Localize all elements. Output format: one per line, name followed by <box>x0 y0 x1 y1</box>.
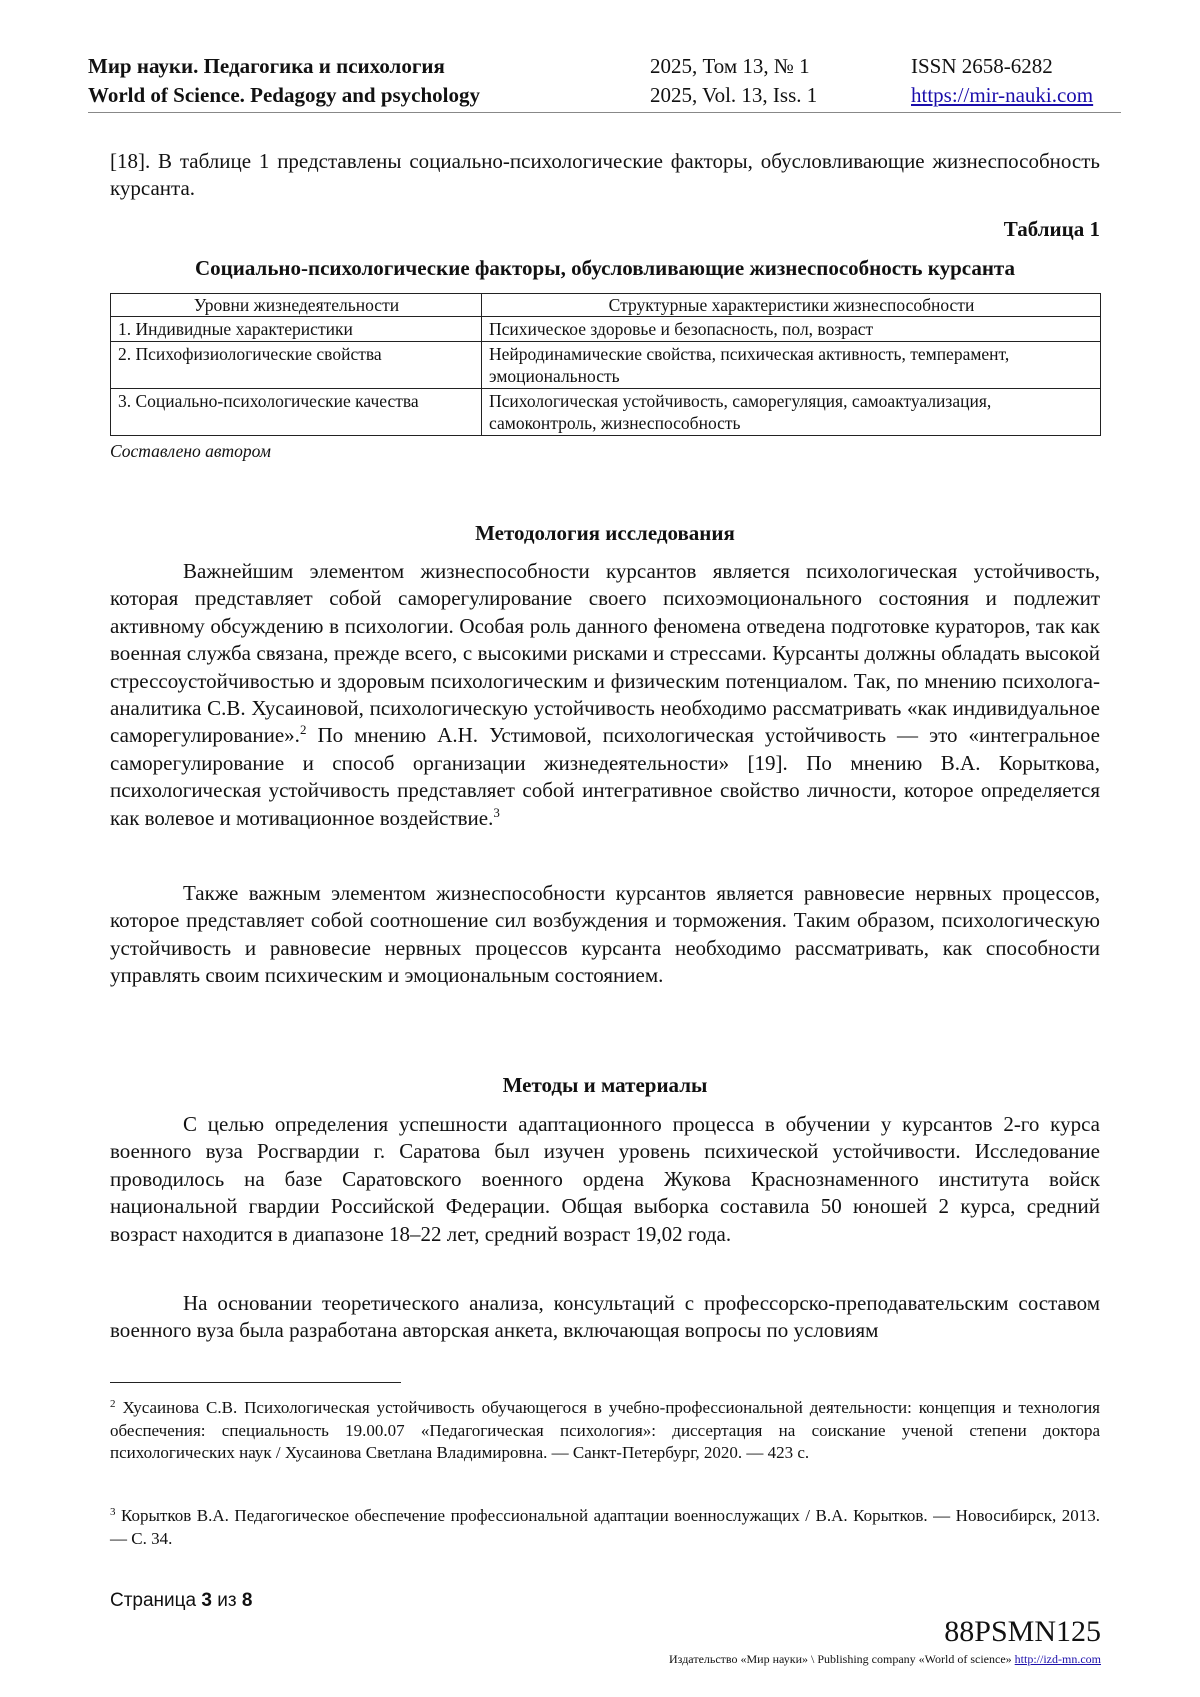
issue-ru: 2025, Том 13, № 1 <box>650 54 810 78</box>
factors-table <box>110 293 1101 436</box>
table-note: Составлено автором <box>110 441 271 461</box>
footnote-text: Хусаинова С.В. Психологическая устойчивость обучающегося в учебно-профессиональной деятельности: концепция и технология обеспечения: специальность 19.00.07 «Педагогическая психология»: диссертация на соискание ученой степени доктора психологических наук / Хусаинова Светлана Владимировна. — Санкт-Петербург, 2020. — 423 с. <box>110 1398 1100 1463</box>
footnote-ref[interactable]: 3 <box>493 804 500 820</box>
header-divider <box>88 112 1121 113</box>
footnote-ref[interactable]: 2 <box>299 722 307 738</box>
page-number <box>110 1590 252 1612</box>
footnote-2 <box>110 1397 1100 1465</box>
paragraph-text: Важнейшим элементом жизнеспособности курсантов является психологическая устойчивость, которая представляет собой саморегулирование своего психоэмоционального состояния и подлежит активному обсуждению в психологии. Особая роль данного феномена отведена подготовке кураторов, так как военная служба связана, прежде всего, с высокими рисками и стрессами. Курсанты должны обладать высокой стрессоустойчивостью и здоровым психологическим и физическим потенциалом. Так, по мнению психолога-аналитика С.В. Хусаиновой, психологическую устойчивость необходимо рассматривать «как индивидуальное саморегулирование». <box>110 559 1100 748</box>
methodology-paragraph-2: Также важным элементом жизнеспособности курсантов является равновесие нервных процессов, которое представляет собой соотношение сил возбуждения и торможения. Таким образом, психологическую устойчивость и равновесие нервных процессов курсанта необходимо рассматривать, как способности управлять своим психическим и эмоциональным состоянием. <box>110 881 1100 988</box>
issue-block <box>650 52 817 110</box>
table-row <box>111 317 1101 342</box>
page-current: 3 <box>201 1590 212 1611</box>
table-cell: 3. Социально-психологические качества <box>111 389 482 436</box>
journal-title-block <box>88 52 480 110</box>
journal-title-en: World of Science. Pedagogy and psychology <box>88 83 481 107</box>
journal-url-link[interactable]: https://mir-nauki.com <box>911 83 1094 107</box>
table-row <box>111 389 1101 436</box>
methods-paragraph-2: На основании теоретического анализа, консультаций с профессорско-преподавательским составом военного вуза была разработана авторская анкета, включающая вопросы по условиям <box>110 1291 1100 1343</box>
article-code: 88PSMN125 <box>944 1615 1101 1648</box>
page-mid: из <box>211 1590 242 1611</box>
paragraph-text: По мнению А.Н. Устимовой, психологическая устойчивость — это «интегральное саморегулирование и способ организации жизнедеятельности» [19]. По мнению В.А. Корыткова, психологическая устойчивость представляет собой интегративное свойство личности, которое определяется как волевое и мотивационное воздействие. <box>110 723 1100 830</box>
table-title: Социально-психологические факторы, обусловливающие жизнеспособность курсанта <box>194 256 1015 280</box>
table-cell: Нейродинамические свойства, психическая активность, темперамент, эмоциональность <box>482 342 1101 389</box>
publisher-text: Издательство «Мир науки» \ Publishing company «World of science» <box>669 1652 1015 1666</box>
issn-block <box>911 52 1093 110</box>
table-cell: Психическое здоровье и безопасность, пол, возраст <box>482 317 1101 342</box>
table-cell: Психологическая устойчивость, саморегуляция, самоактуализация, самоконтроль, жизнеспособность <box>482 389 1101 436</box>
issue-en: 2025, Vol. 13, Iss. 1 <box>650 83 818 107</box>
journal-title-ru: Мир науки. Педагогика и психология <box>88 54 445 78</box>
table-header-cell: Структурные характеристики жизнеспособности <box>482 294 1101 317</box>
footnote-text: Корытков В.А. Педагогическое обеспечение профессиональной адаптации военнослужащих / В.А. Корытков. — Новосибирск, 2013. — С. 34. <box>110 1506 1100 1548</box>
section-heading-methodology: Методология исследования <box>475 521 735 545</box>
page-prefix: Страница <box>110 1590 202 1611</box>
table-cell: 2. Психофизиологические свойства <box>111 342 482 389</box>
publisher-link[interactable]: http://izd-mn.com <box>1014 1652 1101 1666</box>
table-row <box>111 342 1101 389</box>
footnote-number: 3 <box>110 1506 116 1518</box>
methods-paragraph-1: С целью определения успешности адаптационного процесса в обучении у курсантов 2-го курса военного вуза Росгвардии г. Саратова был изучен уровень психической устойчивости. Исследование проводилось на базе Саратовского военного ордена Жукова Краснознаменного института войск национальной гвардии Российской Федерации. Общая выборка составила 50 юношей 2 курса, средний возраст находится в диапазоне 18–22 лет, средний возраст 19,02 года. <box>110 1112 1100 1246</box>
section-heading-methods: Методы и материалы <box>502 1073 708 1097</box>
table-header-row <box>111 294 1101 317</box>
table-cell: 1. Индивидные характеристики <box>111 317 482 342</box>
intro-paragraph: [18]. В таблице 1 представлены социально-психологические факторы, обусловливающие жизнеспособность курсанта. <box>110 149 1100 201</box>
footnote-3 <box>110 1505 1100 1550</box>
table-header-cell: Уровни жизнедеятельности <box>111 294 482 317</box>
publisher-line <box>669 1651 1101 1667</box>
table-label: Таблица 1 <box>1003 217 1100 241</box>
page-total: 8 <box>241 1590 253 1611</box>
footnote-divider <box>110 1382 401 1383</box>
footnote-number: 2 <box>110 1398 116 1410</box>
issn: ISSN 2658-6282 <box>911 54 1053 78</box>
methodology-paragraph-1 <box>110 558 1100 832</box>
